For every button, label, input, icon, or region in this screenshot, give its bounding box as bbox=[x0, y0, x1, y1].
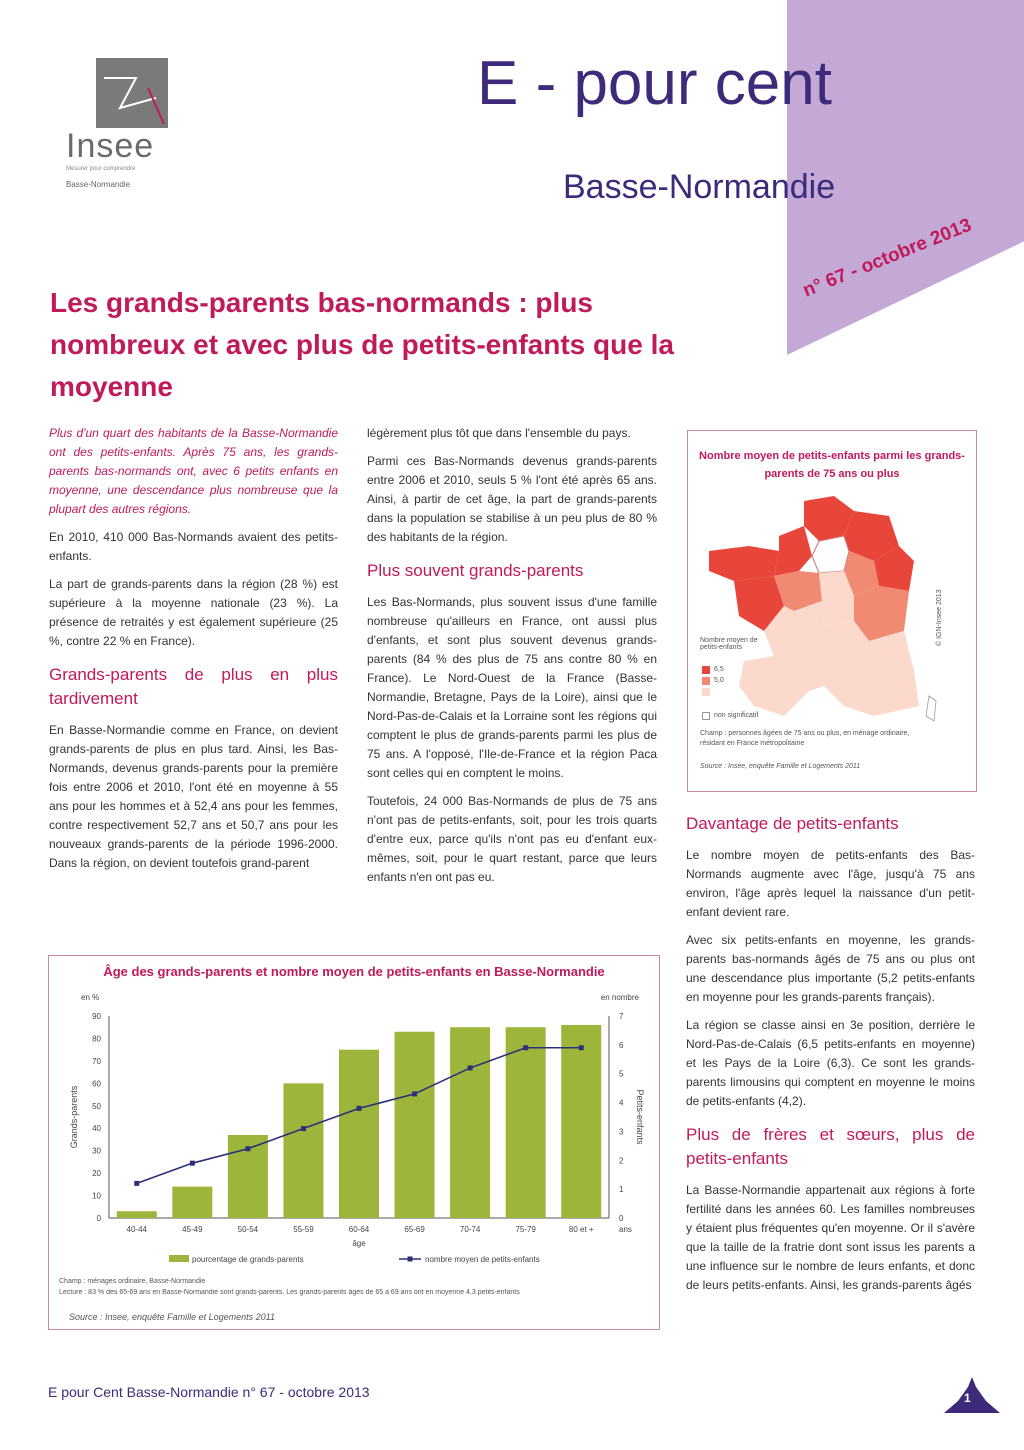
legend-label: 5,0 bbox=[714, 677, 724, 684]
legend-swatch-ns bbox=[702, 712, 710, 720]
y-right-tick-label: 5 bbox=[619, 1069, 624, 1079]
x-tick-label: 70-74 bbox=[459, 1225, 481, 1234]
x-unit-label: ans bbox=[619, 1225, 632, 1234]
y-left-tick-label: 60 bbox=[92, 1079, 101, 1089]
chart-source: Source : Insee, enquête Famille et Logements 2011 bbox=[69, 1312, 275, 1322]
bar bbox=[117, 1211, 157, 1218]
line-point bbox=[412, 1091, 417, 1096]
paragraph: La région se classe ainsi en 3e position, derrière le Nord-Pas-de-Calais (6,5 petits-enfants en moyenne) et les Pays de la Loire (6,3). Ce sont les grands-parents limousins qui comptent en moyenne le moins de petits-enfants (4,2). bbox=[686, 1018, 975, 1108]
bar bbox=[561, 1025, 601, 1218]
chart-figure bbox=[48, 955, 660, 1330]
y-left-unit-label: en % bbox=[81, 993, 100, 1002]
y-right-tick-label: 3 bbox=[619, 1127, 624, 1137]
column-1 bbox=[49, 424, 338, 882]
map-copyright: © IGN-Insee 2013 bbox=[936, 589, 943, 646]
legend-swatch-mid bbox=[702, 677, 710, 685]
map-figure bbox=[687, 430, 977, 792]
y-left-tick-label: 40 bbox=[92, 1124, 101, 1134]
legend-label-bars: pourcentage de grands-parents bbox=[192, 1255, 304, 1264]
map-source: Source : Insee, enquête Famille et Logements 2011 bbox=[700, 763, 861, 770]
paragraph: La part de grands-parents dans la région (28 %) est supérieure à la moyenne nationale (23 %). La présence de retraités y est également supérieure (25 %, contre 22 % en France). bbox=[49, 577, 338, 648]
paragraph: légèrement plus tôt que dans l'ensemble du pays. bbox=[367, 426, 631, 440]
y-left-tick-label: 10 bbox=[92, 1191, 101, 1201]
bar-line-chart bbox=[49, 956, 659, 1329]
paragraph: Le nombre moyen de petits-enfants des Bas-Normands augmente avec l'âge, jusqu'à 75 ans environ, l'âge après lequel la naissance d'un petit-enfant devient rare. bbox=[686, 848, 975, 919]
y-left-tick-label: 70 bbox=[92, 1056, 101, 1066]
lead-paragraph: Plus d'un quart des habitants de la Basse-Normandie ont des petits-enfants. Après 75 ans, les grands-parents bas-normands ont, avec 6 petits enfants en moyenne, une descendance plus nombreuse que la plupart des autres régions. bbox=[49, 426, 338, 516]
y-left-axis-title: Grands-parents bbox=[69, 1085, 79, 1149]
map-field: Champ : personnes âgées de 75 ans ou plus, en ménage ordinaire, résidant en France métropolitaine bbox=[700, 730, 910, 747]
paragraph: Avec six petits-enfants en moyenne, les grands-parents bas-normands âgés de 75 ans ou plus ont une descendance plus importante (5,2 petits-enfants en moyenne pour les grands-parents français). bbox=[686, 933, 975, 1004]
chart-reading: Lecture : 83 % des 65-69 ans en Basse-Normandie sont grands-parents. Les grands-parents âgés de 65 à 69 ans ont en moyenne 4,3 petits-enfants bbox=[59, 1289, 520, 1296]
legend-swatch-point bbox=[408, 1257, 413, 1262]
paragraph: Les Bas-Normands, plus souvent issus d'une famille nombreuse qu'ailleurs en France, ont aussi plus d'enfants, et sont plus souvent devenus grands-parents (84 % des plus de 75 ans contre 80 % en France). Le Nord-Ouest de la France (Basse-Normandie, Bretagne, Pays de la Loire), ainsi que le Nord-Pas-de-Calais et la Lorraine sont les régions qui comptent le plus de grands-parents parmi les plus de 75 ans. A l'opposé, l'Ile-de-France et la région Paca sont celles qui en comptent le moins. bbox=[367, 595, 657, 780]
y-right-tick-label: 2 bbox=[619, 1156, 624, 1166]
page-number: 1 bbox=[964, 1391, 971, 1405]
x-tick-label: 80 et + bbox=[568, 1225, 594, 1234]
column-2 bbox=[367, 424, 657, 896]
section-heading: Grands-parents de plus en plus tardivement bbox=[49, 665, 338, 708]
logo-name: Insee bbox=[66, 127, 155, 165]
x-tick-label: 40-44 bbox=[126, 1225, 148, 1234]
section-heading: Plus de frères et sœurs, plus de petits-enfants bbox=[686, 1125, 975, 1168]
y-right-unit-label: en nombre bbox=[600, 993, 639, 1002]
paragraph: En 2010, 410 000 Bas-Normands avaient des petits-enfants. bbox=[49, 530, 338, 563]
footer-text: E pour Cent Basse-Normandie n° 67 - octobre 2013 bbox=[48, 1384, 370, 1400]
x-tick-label: 75-79 bbox=[515, 1225, 536, 1234]
y-left-tick-label: 80 bbox=[92, 1034, 101, 1044]
bar bbox=[283, 1083, 323, 1218]
line-point bbox=[190, 1161, 195, 1166]
page-number-badge bbox=[944, 1375, 1000, 1415]
line-point bbox=[523, 1045, 528, 1050]
article-headline: Les grands-parents bas-normands : plus nombreux et avec plus de petits-enfants que la moyenne bbox=[50, 287, 674, 402]
y-right-axis-title: Petits-enfants bbox=[635, 1089, 645, 1145]
legend-label: non significatif bbox=[714, 712, 759, 719]
legend-label: 6,5 bbox=[714, 666, 724, 673]
column-3 bbox=[686, 812, 975, 1304]
paragraph: La Basse-Normandie appartenait aux régions à forte fertilité dans les années 60. Les familles nombreuses y étaient plus fréquentes qu'en moyenne. Or il s'avère que la taille de la fratrie dont sont issus les parents a une influence sur le nombre de leurs enfants, et donc de leurs petits-enfants. Ainsi, les grands-parents âgés bbox=[686, 1183, 975, 1292]
paragraph: En Basse-Normandie comme en France, on devient grands-parents de plus en plus tard. Ainsi, les Bas-Normands, devenus grands-parents pour la première fois entre 2006 et 2010, l'ont été en moyenne à 55 ans pour les hommes et à 52,4 ans pour les femmes, contre respectivement 52,7 ans et 50,7 ans pour les nouveaux grands-parents de la période 1996-2000. Dans la région, on devient toutefois grand-parent bbox=[49, 723, 338, 870]
paragraph: Parmi ces Bas-Normands devenus grands-parents entre 2006 et 2010, seuls 5 % l'ont été après 65 ans. Ainsi, à partir de cet âge, la part de grands-parents dans la population se stabilise à un peu plus de 80 % des habitants de la région. bbox=[367, 454, 657, 544]
chart-field: Champ : ménages ordinaire, Basse-Normandie bbox=[59, 1278, 206, 1285]
y-right-tick-label: 7 bbox=[619, 1012, 624, 1021]
y-right-tick-label: 1 bbox=[619, 1185, 624, 1195]
france-map bbox=[704, 491, 954, 741]
y-right-tick-label: 4 bbox=[619, 1098, 624, 1108]
legend-label-line: nombre moyen de petits-enfants bbox=[425, 1255, 540, 1264]
legend-swatch-high bbox=[702, 666, 710, 674]
bar bbox=[506, 1027, 546, 1218]
line-point bbox=[579, 1045, 584, 1050]
line-point bbox=[468, 1065, 473, 1070]
y-left-tick-label: 30 bbox=[92, 1146, 101, 1156]
legend-swatch-low bbox=[702, 688, 710, 696]
bar bbox=[395, 1032, 435, 1218]
bar bbox=[172, 1187, 212, 1218]
y-left-tick-label: 20 bbox=[92, 1169, 101, 1179]
chart-title: Âge des grands-parents et nombre moyen de petits-enfants en Basse-Normandie bbox=[103, 964, 605, 979]
line-point bbox=[134, 1181, 139, 1186]
publication-subtitle: Basse-Normandie bbox=[563, 168, 836, 206]
logo-region: Basse-Normandie bbox=[66, 180, 131, 189]
x-tick-label: 60-64 bbox=[348, 1225, 370, 1234]
y-left-tick-label: 90 bbox=[92, 1012, 101, 1021]
x-tick-label: 50-54 bbox=[237, 1225, 259, 1234]
y-left-tick-label: 50 bbox=[92, 1101, 101, 1111]
x-axis-title: âge bbox=[352, 1239, 366, 1248]
line-point bbox=[301, 1126, 306, 1131]
line-point bbox=[245, 1146, 250, 1151]
bar bbox=[450, 1027, 490, 1218]
section-heading: Plus souvent grands-parents bbox=[367, 561, 584, 580]
y-right-tick-label: 0 bbox=[619, 1214, 624, 1223]
y-right-tick-label: 6 bbox=[619, 1040, 624, 1050]
legend-swatch-bars bbox=[169, 1255, 189, 1262]
map-title: Nombre moyen de petits-enfants parmi les grands-parents de 75 ans ou plus bbox=[699, 450, 965, 480]
paragraph: Toutefois, 24 000 Bas-Normands de plus de 75 ans n'ont pas de petits-enfants, soit, pour les trois quarts d'entre eux, parce qu'ils n'ont pas eu d'enfant eux-mêmes, soit, pour le quart restant, parce que leurs enfants n'en ont pas eu. bbox=[367, 794, 657, 884]
insee-logo-icon bbox=[96, 58, 168, 128]
x-tick-label: 55-59 bbox=[293, 1225, 314, 1234]
logo-tagline: Mesurer pour comprendre bbox=[66, 166, 136, 172]
x-tick-label: 65-69 bbox=[404, 1225, 425, 1234]
section-heading: Davantage de petits-enfants bbox=[686, 814, 899, 833]
issue-number: n° 67 - octobre 2013 bbox=[800, 214, 975, 302]
y-left-tick-label: 0 bbox=[96, 1214, 101, 1223]
x-tick-label: 45-49 bbox=[182, 1225, 203, 1234]
publication-title: E - pour cent bbox=[477, 49, 832, 118]
line-point bbox=[357, 1106, 362, 1111]
bar bbox=[339, 1050, 379, 1218]
map-legend-title: Nombre moyen de petits-enfants bbox=[700, 637, 758, 651]
